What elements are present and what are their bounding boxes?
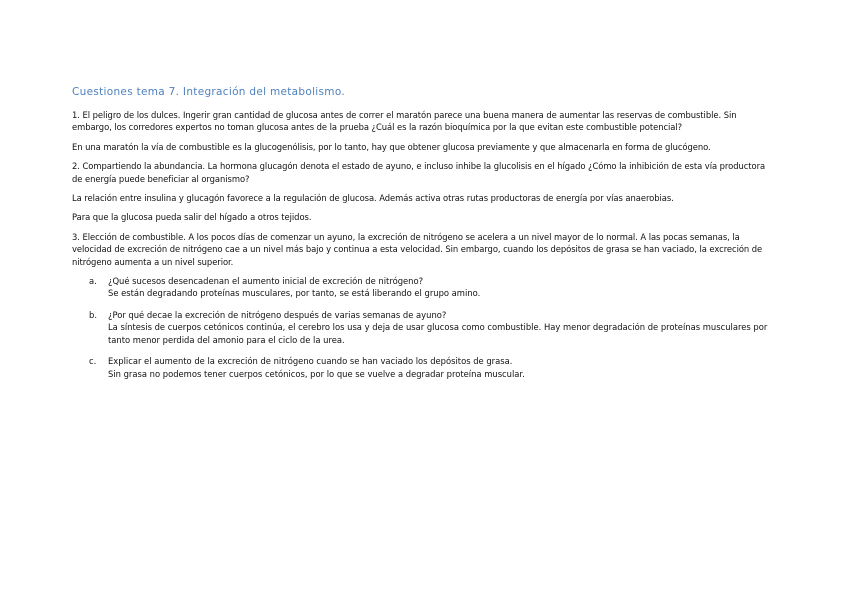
document-title: Cuestiones tema 7. Integración del metabolismo.	[72, 86, 346, 98]
sub-answer: Se están degradando proteínas musculares, por tanto, se está liberando el grupo amino.	[108, 288, 481, 299]
list-item-b	[72, 309, 778, 346]
sub-answer: Sin grasa no podemos tener cuerpos cetónicos, por lo que se vuelve a degradar proteína muscular.	[108, 368, 525, 379]
sub-answer: La síntesis de cuerpos cetónicos continúa, el cerebro los usa y deja de usar glucosa como combustible. Hay menor degradación de proteínas musculares por tanto menor perdida del amonio para el ciclo de la urea.	[108, 322, 768, 345]
question-1: 1. El peligro de los dulces. Ingerir gran cantidad de glucosa antes de correr el maratón parece una buena manera de aumentar las reservas de combustible. Sin embargo, los corredores expertos no toman glucosa antes de la prueba ¿Cuál es la razón bioquímica por la que evitan este combustible potencial?	[72, 110, 737, 133]
list-marker: a.	[89, 276, 97, 287]
list-item-c	[72, 355, 778, 380]
answer-2a: La relación entre insulina y glucagón favorece a la regulación de glucosa. Además activa otras rutas productoras de energía por vías anaerobias.	[72, 193, 674, 204]
question-3-list	[72, 275, 778, 380]
sub-question: Explicar el aumento de la excreción de nitrógeno cuando se han vaciado los depósitos de grasa.	[108, 356, 513, 367]
sub-question: ¿Por qué decae la excreción de nitrógeno después de varias semanas de ayuno?	[108, 309, 447, 320]
list-marker: c.	[89, 356, 97, 367]
question-2: 2. Compartiendo la abundancia. La hormona glucagón denota el estado de ayuno, e incluso inhibe la glucolisis en el hígado ¿Cómo la inhibición de esta vía productora de energía puede beneficiar al organismo?	[72, 161, 766, 184]
answer-2b: Para que la glucosa pueda salir del hígado a otros tejidos.	[72, 212, 312, 223]
document-page	[72, 86, 778, 389]
answer-1: En una maratón la vía de combustible es la glucogenólisis, por lo tanto, hay que obtener glucosa previamente y que almacenarla en forma de glucógeno.	[72, 141, 711, 152]
sub-question: ¿Qué sucesos desencadenan el aumento inicial de excreción de nitrógeno?	[108, 276, 424, 287]
list-marker: b.	[89, 309, 97, 320]
question-3-intro: 3. Elección de combustible. A los pocos días de comenzar un ayuno, la excreción de nitrógeno se acelera a un nivel mayor de lo normal. A las pocas semanas, la velocidad de excreción de nitrógeno cae a un nivel más bajo y continua a esta velocidad. Sin embargo, cuando los depósitos de grasa se han vaciado, la excreción de nitrógeno aumenta a un nivel superior.	[72, 231, 763, 267]
list-item-a	[72, 275, 778, 300]
